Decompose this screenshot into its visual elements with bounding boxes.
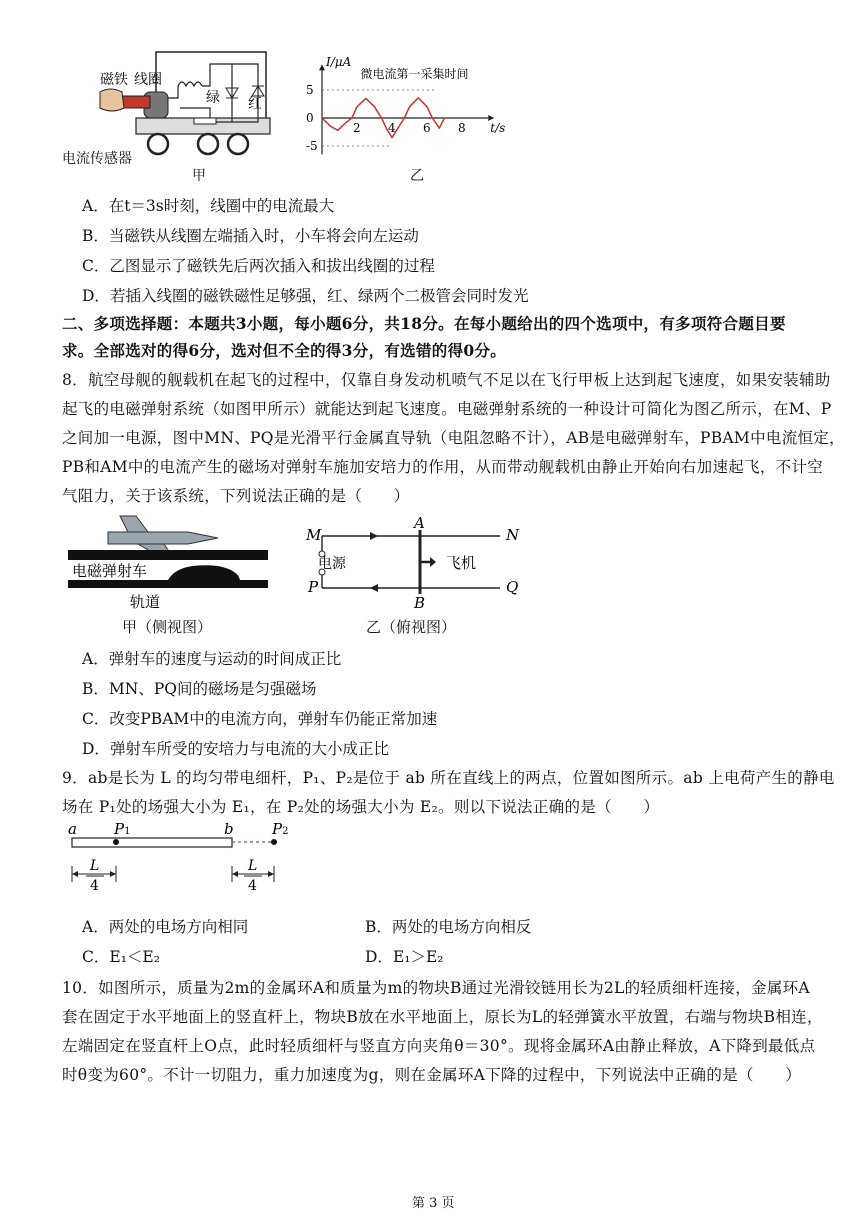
chart-title: 微电流第一采集时间 — [360, 67, 469, 81]
label-b: B — [414, 594, 426, 612]
fig7-yi-caption: 乙 — [410, 168, 424, 184]
label-n: N — [506, 526, 520, 544]
q10-line4: 时θ变为60°。不计一切阻力，重力加速度为g，则在金属环A下降的过程中，下列说法中正确的是（ ） — [62, 1066, 802, 1084]
y-tick-label: 5 — [306, 83, 314, 97]
section2-line2: 求。全部选对的得6分，选对但不全的得3分，有选错的得0分。 — [62, 341, 507, 360]
dim-right-l: L — [248, 858, 258, 874]
data-point — [356, 106, 357, 107]
data-point — [444, 117, 445, 118]
q8-line1: 8．航空母舰的舰载机在起飞的过程中，仅靠自身发动机喷气不足以在飞行甲板上达到起飞速度，如果安装辅助 — [62, 371, 831, 389]
y-axis-arrow — [319, 64, 325, 70]
data-point — [365, 98, 366, 99]
label-source: 电源 — [318, 556, 346, 572]
rod-end-a: a — [68, 820, 77, 838]
q9-rod-diagram — [64, 820, 304, 892]
q8-fig-jia-caption: 甲（侧视图） — [122, 618, 213, 636]
q7-option-c: C．乙图显示了磁铁先后两次插入和拔出线圈的过程 — [82, 257, 435, 275]
q8-option-b: B．MN、PQ间的磁场是匀强磁场 — [82, 680, 317, 698]
data-point — [381, 117, 382, 118]
magnet-label: 磁铁 — [100, 72, 128, 88]
section2-line1: 二、多项选择题：本题共3小题，每小题6分，共18分。在每小题给出的四个选项中，有多项符合题目要 — [62, 314, 786, 333]
data-point — [409, 106, 410, 107]
q8-line3: 之间加一电源，图中MN、PQ是光滑平行金属直导轨（电阻忽略不计），AB是电磁弹射车，PBAM中电流恒定， — [62, 429, 845, 447]
x-axis-label: t/s — [490, 121, 506, 135]
point-p2-label: P2 — [272, 820, 289, 838]
x-tick-label: 6 — [423, 121, 431, 135]
fig7-jia-caption: 甲 — [192, 168, 206, 184]
label-m: M — [306, 526, 322, 544]
q8-option-d: D．弹射车所受的安培力与电流的大小成正比 — [82, 740, 389, 758]
q7-option-b: B．当磁铁从线圈左端插入时，小车将会向左运动 — [82, 227, 419, 245]
x-tick-label: 2 — [353, 121, 361, 135]
data-point — [337, 130, 338, 131]
data-point — [391, 137, 392, 138]
data-point — [397, 129, 398, 130]
data-point — [351, 117, 352, 118]
dim-right-4: 4 — [248, 878, 257, 892]
q7-option-d: D．若插入线圈的磁铁磁性足够强，红、绿两个二极管会同时发光 — [82, 287, 529, 305]
data-point — [374, 106, 375, 107]
q9-option-d: D．E₁＞E₂ — [365, 948, 444, 966]
point-p1-label: P1 — [114, 820, 131, 838]
y-tick-label: 0 — [306, 111, 314, 125]
q7-option-a: A．在t＝3s时刻，线圈中的电流最大 — [82, 197, 335, 215]
q8-fig-yi — [300, 516, 530, 616]
coil-label: 线圈 — [134, 72, 162, 88]
track-label: 轨道 — [130, 593, 161, 610]
data-point — [404, 117, 405, 118]
q9-line1: 9．ab是长为 L 的均匀带电细杆，P₁、P₂是位于 ab 所在直线上的两点，位置如图所示。ab 上电荷产生的静电 — [62, 769, 835, 787]
q8-fig-yi-caption: 乙（俯视图） — [366, 618, 457, 636]
red-label: 红 — [248, 96, 262, 112]
green-label: 绿 — [206, 90, 220, 106]
q8-line2: 起飞的电磁弹射系统（如图甲所示）就能达到起飞速度。电磁弹射系统的一种设计可简化为图乙所示，在M、P — [62, 400, 832, 418]
q10-line3: 左端固定在竖直杆上O点，此时轻质细杆与竖直方向夹角θ＝30°。现将金属环A由静止释放，A下降到最低点 — [62, 1037, 816, 1055]
x-tick-label: 4 — [388, 121, 396, 135]
label-p: P — [308, 578, 319, 596]
q8-line5: 气阻力，关于该系统，下列说法正确的是（ ） — [62, 487, 410, 505]
data-point — [386, 129, 387, 130]
y-tick-label: -5 — [306, 139, 318, 153]
catapult-car-label: 电磁弹射车 — [72, 562, 148, 580]
q10-line1: 10．如图所示，质量为2m的金属环A和质量为m的物块B通过光滑铰链用长为2L的轻质细杆连接，金属环A — [62, 979, 810, 997]
data-point — [418, 97, 419, 98]
q8-option-a: A．弹射车的速度与运动的时间成正比 — [82, 650, 342, 668]
data-point — [344, 123, 345, 124]
q8-fig-jia — [68, 510, 278, 610]
data-point — [330, 126, 331, 127]
label-plane: 飞机 — [446, 554, 477, 572]
label-a: A — [414, 516, 425, 532]
x-tick-label: 8 — [458, 121, 466, 135]
rod-end-b: b — [224, 820, 234, 838]
data-point — [321, 117, 322, 118]
data-point — [439, 127, 440, 128]
fig7-yi-chart — [300, 56, 530, 166]
q8-line4: PB和AM中的电流产生的磁场对弹射车施加安培力的作用，从而带动舰载机由静止开始向右加速起飞，不计空 — [62, 458, 824, 476]
dim-left-4: 4 — [90, 878, 99, 892]
sensor-label: 电流传感器 — [62, 151, 132, 167]
y-axis-label: I/μA — [326, 56, 352, 69]
dim-left-l: L — [90, 858, 100, 874]
q8-option-c: C．改变PBAM中的电流方向，弹射车仍能正常加速 — [82, 710, 438, 728]
q9-option-b: B．两处的电场方向相反 — [365, 918, 532, 936]
q9-option-a: A．两处的电场方向相同 — [82, 918, 249, 936]
data-point — [432, 117, 433, 118]
page-number: 第 3 页 — [412, 1196, 455, 1211]
q9-option-c: C．E₁＜E₂ — [82, 948, 160, 966]
label-q: Q — [506, 578, 519, 596]
q10-line2: 套在固定于水平地面上的竖直杆上，物块B放在水平地面上，原长为L的轻弹簧水平放置，右端与物块B相连， — [62, 1008, 823, 1026]
data-point — [426, 106, 427, 107]
q9-line2: 场在 P₁处的场强大小为 E₁，在 P₂处的场强大小为 E₂。则以下说法正确的是（ ） — [62, 798, 660, 816]
